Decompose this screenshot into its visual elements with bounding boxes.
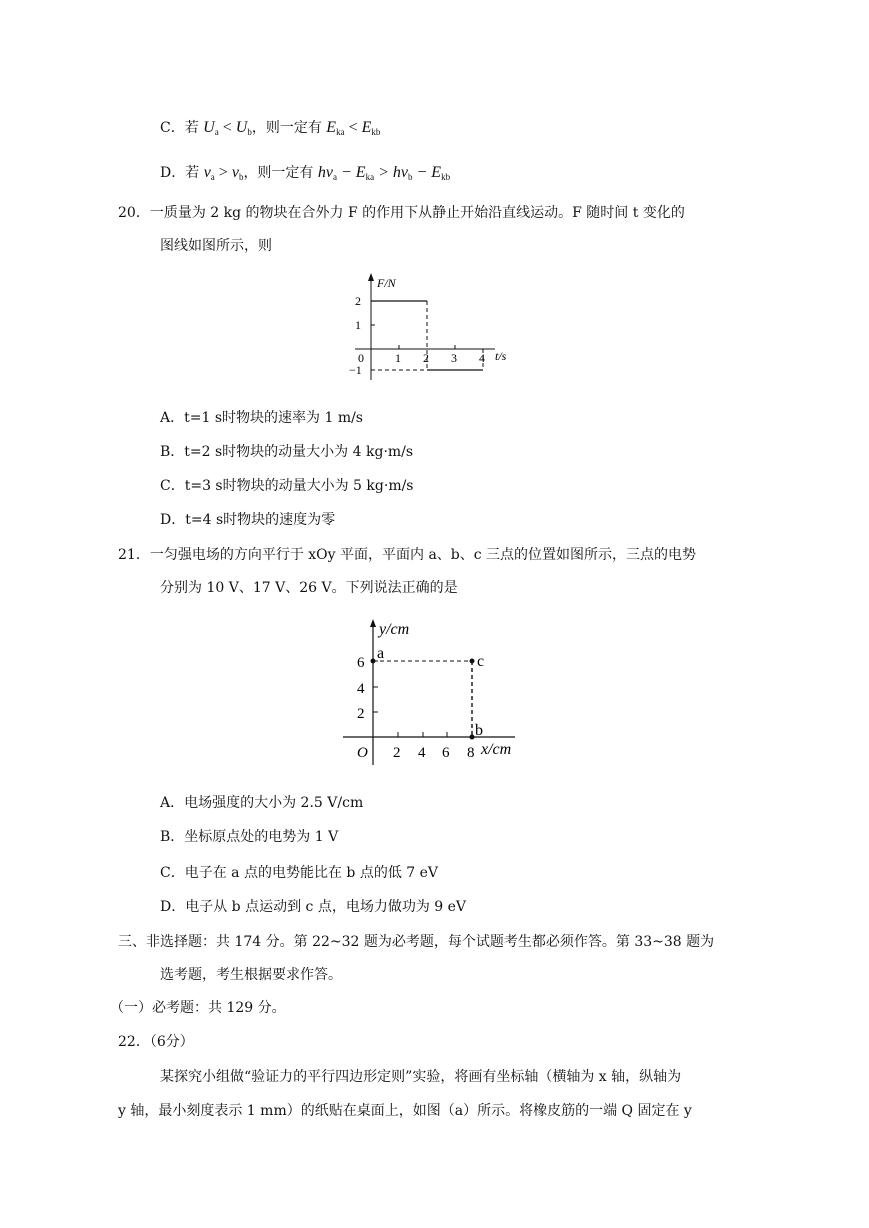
q20-force-time-graph	[345, 270, 525, 390]
x-tick-label-4: 4	[479, 351, 485, 365]
point-a-label: a	[377, 645, 385, 662]
section3-subheading: （一）必考题：共 129 分。	[110, 1000, 286, 1016]
q22-line2: y 轴，最小刻度表示 1 mm）的纸贴在桌面上，如图（a）所示。将橡皮筋的一端 Q 固定在 y	[118, 1103, 692, 1119]
symbol: > hν	[374, 164, 408, 181]
q21-coordinate-graph	[335, 615, 525, 770]
symbol: − E	[412, 164, 442, 181]
point-c-label: c	[477, 653, 485, 670]
origin-label: O	[357, 745, 368, 761]
symbol: ν	[203, 164, 211, 181]
x-tick-label-8: 8	[467, 745, 475, 761]
symbol: E	[326, 119, 337, 136]
q21-option-a: A．电场强度的大小为 2.5 V/cm	[160, 795, 364, 811]
x-axis-label: t/s	[495, 349, 507, 363]
section3-line2: 选考题，考生根据要求作答。	[160, 967, 342, 983]
q20-stem-line2: 图线如图所示，则	[160, 238, 272, 254]
subscript: ka	[336, 127, 345, 137]
symbol: ν	[231, 164, 239, 181]
x-axis-label: x/cm	[481, 741, 512, 758]
option-label: C．若	[160, 120, 199, 136]
q20-option-c: C．t=3 s时物块的动量大小为 5 kg·m/s	[160, 478, 414, 494]
symbol: − E	[337, 164, 366, 181]
q20-option-d: D．t=4 s时物块的速度为零	[160, 512, 336, 528]
x-tick-label-1: 1	[395, 351, 401, 365]
origin-label: 0	[358, 351, 364, 365]
connector-text: ，则一定有	[243, 165, 314, 181]
q22-heading: 22．（6分）	[118, 1034, 194, 1050]
q22-line1: 某探究小组做“验证力的平行四边形定则”实验，将画有坐标轴（横轴为 x 轴，纵轴为	[160, 1069, 682, 1085]
q20-option-b: B．t=2 s时物块的动量大小为 4 kg·m/s	[160, 444, 414, 460]
subscript: b	[238, 172, 244, 182]
q20-option-a: A．t=1 s时物块的速率为 1 m/s	[160, 410, 363, 426]
subscript: b	[407, 172, 413, 182]
option-c-prev	[160, 118, 380, 142]
y-axis-label: F/N	[377, 276, 396, 290]
symbol: E	[361, 119, 372, 136]
q21-stem-line1: 21．一匀强电场的方向平行于 xOy 平面，平面内 a、b、c 三点的位置如图所示，三点的电势	[118, 547, 697, 563]
x-tick-label-3: 3	[451, 351, 457, 365]
point-c	[470, 659, 475, 664]
y-tick-label-1: 1	[355, 318, 361, 332]
operator: <	[222, 119, 232, 136]
subscript: a	[210, 172, 215, 182]
x-tick-label-6: 6	[442, 745, 450, 761]
symbol: U	[203, 119, 215, 136]
y-axis-arrow	[370, 619, 376, 627]
point-a	[371, 659, 376, 664]
operator: <	[348, 119, 358, 136]
y-axis-label: y/cm	[379, 621, 410, 638]
y-tick-label-6: 6	[357, 655, 365, 671]
option-label: D．若	[160, 165, 200, 181]
q21-option-d: D．电子从 b 点运动到 c 点，电场力做功为 9 eV	[160, 899, 467, 915]
y-tick-label-2: 2	[357, 706, 365, 722]
y-tick-label-m1: −1	[349, 363, 362, 377]
y-axis-arrow	[368, 273, 374, 281]
x-tick-label-2: 2	[423, 351, 429, 365]
point-b	[470, 735, 475, 740]
symbol: U	[235, 119, 248, 136]
q21-option-b: B．坐标原点处的电势为 1 V	[160, 829, 339, 845]
x-tick-label-2: 2	[393, 745, 401, 761]
subscript: b	[247, 127, 252, 137]
option-d-prev	[160, 163, 450, 187]
y-tick-label-4: 4	[357, 681, 365, 697]
q21-stem-line2: 分别为 10 V、17 V、26 V。下列说法正确的是	[160, 580, 458, 596]
subscript: ka	[365, 172, 375, 182]
subscript: a	[214, 127, 219, 137]
connector-text: ，则一定有	[251, 120, 322, 136]
subscript: kb	[371, 127, 381, 137]
q20-stem-line1: 20．一质量为 2 kg 的物块在合外力 F 的作用下从静止开始沿直线运动。F 随时间 t 变化的	[118, 205, 685, 221]
operator: >	[218, 164, 228, 181]
section3-line1: 三、非选择题：共 174 分。第 22~32 题为必考题，每个试题考生都必须作答。第 33~38 题为	[118, 934, 715, 950]
point-b-label: b	[475, 722, 483, 739]
x-tick-label-4: 4	[418, 745, 426, 761]
y-tick-label-2: 2	[355, 294, 361, 308]
subscript: a	[333, 172, 337, 182]
symbol: hν	[317, 164, 333, 181]
q21-option-c: C．电子在 a 点的电势能比在 b 点的低 7 eV	[160, 865, 439, 881]
subscript: kb	[441, 172, 451, 182]
